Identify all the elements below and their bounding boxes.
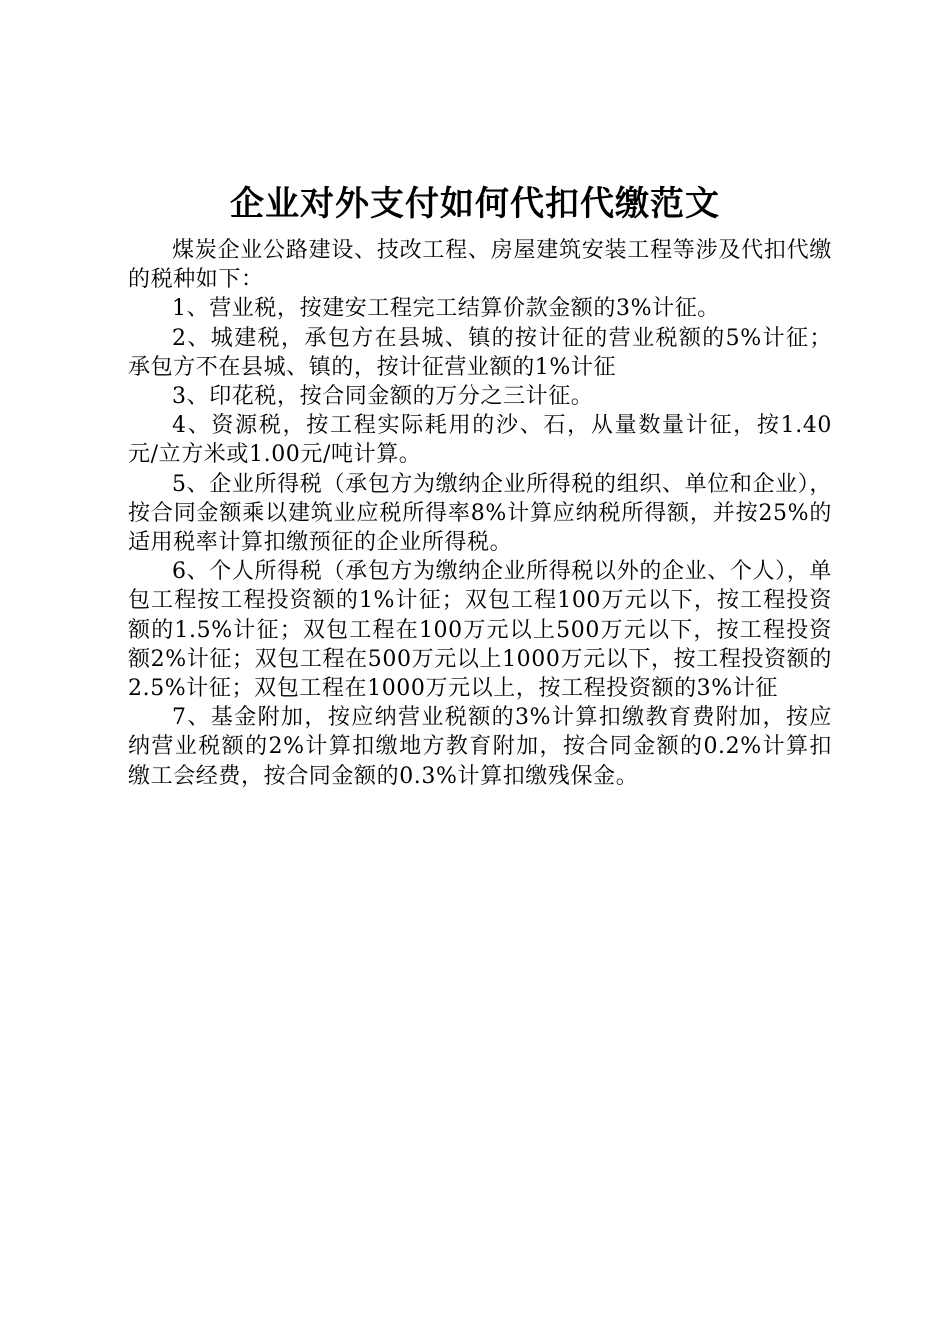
item-enterprise-income-tax: 5、企业所得税（承包方为缴纳企业所得税的组织、单位和企业），按合同金额乘以建筑业应税所得率8%计算应纳税所得额，并按25%的适用税率计算扣缴预征的企业所得税。 <box>128 471 832 556</box>
document-body <box>128 236 832 791</box>
item-urban-construction-tax: 2、城建税，承包方在县城、镇的按计征的营业税额的5%计征；承包方不在县城、镇的，按计征营业额的1%计征 <box>128 325 832 380</box>
page-title: 企业对外支付如何代扣代缴范文 <box>230 184 720 224</box>
item-fund-surcharge: 7、基金附加，按应纳营业税额的3%计算扣缴教育费附加，按应纳营业税额的2%计算扣缴地方教育附加，按合同金额的0.2%计算扣缴工会经费，按合同金额的0.3%计算扣缴残保金。 <box>128 705 832 789</box>
item-stamp-tax: 3、印花税，按合同金额的万分之三计征。 <box>172 384 594 410</box>
item-personal-income-tax: 6、个人所得税（承包方为缴纳企业所得税以外的企业、个人），单包工程按工程投资额的1%计征；双包工程100万元以下，按工程投资额的1.5%计征；双包工程在100万元以上500万元以下，按工程投资额2%计征；双包工程在500万元以上1000万元以下，按工程投资额的2.5%计征；双包工程在1000万元以上，按工程投资额的3%计征 <box>128 559 832 702</box>
item-business-tax: 1、营业税，按建安工程完工结算价款金额的3%计征。 <box>172 296 720 322</box>
item-resource-tax: 4、资源税，按工程实际耗用的沙、石，从量数量计征，按1.40元/立方米或1.00元/吨计算。 <box>128 413 832 468</box>
intro-paragraph: 煤炭企业公路建设、技改工程、房屋建筑安装工程等涉及代扣代缴的税种如下： <box>128 238 832 293</box>
